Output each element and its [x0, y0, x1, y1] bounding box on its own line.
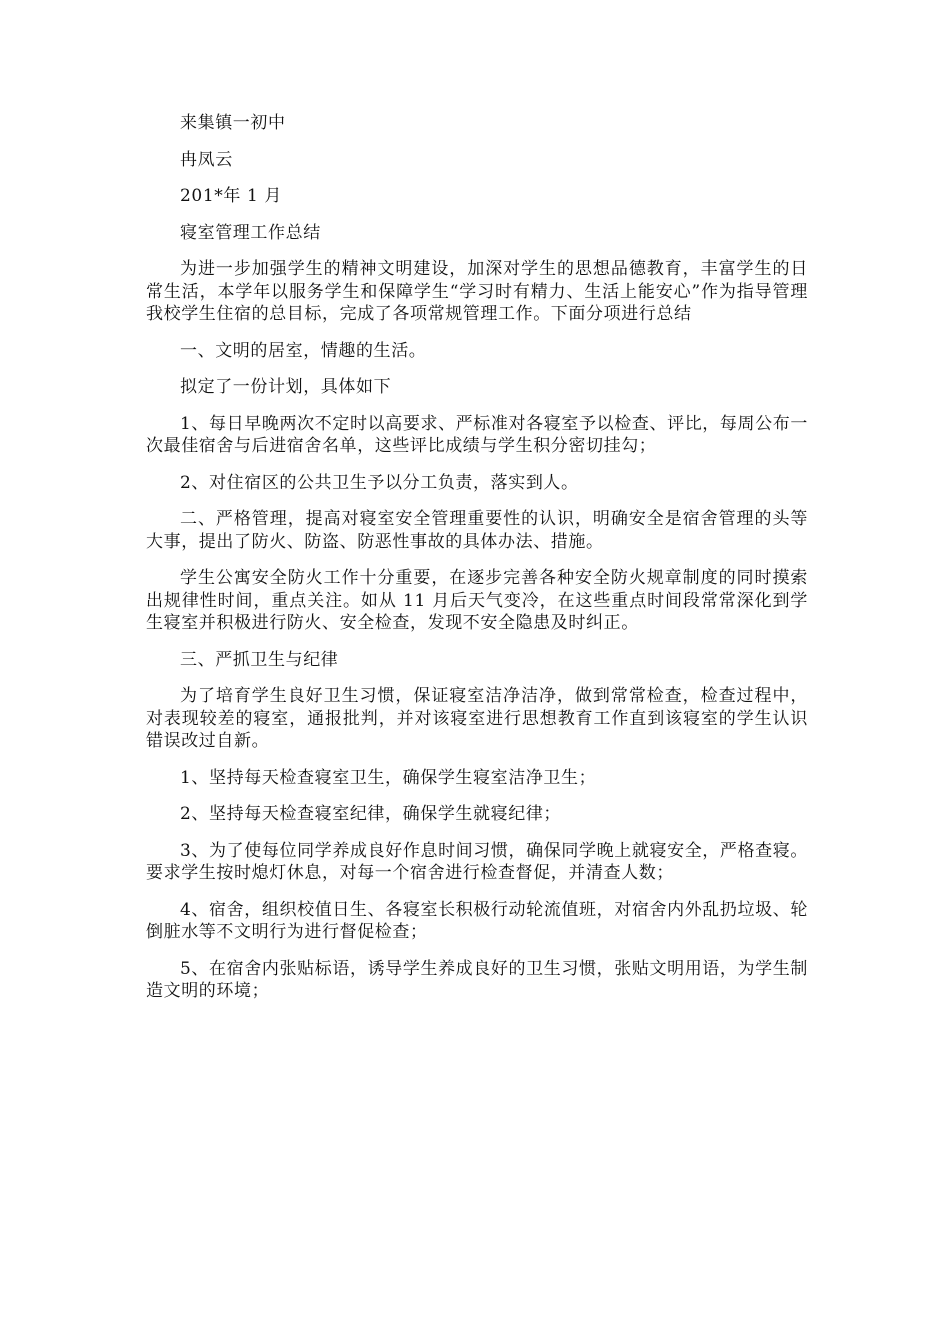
section-3-heading: 三、严抓卫生与纪律 — [180, 649, 339, 670]
document-title: 寝室管理工作总结 — [180, 222, 321, 243]
section-3-item-5: 5、在宿舍内张贴标语，诱导学生养成良好的卫生习惯，张贴文明用语，为学生制造文明的环境； — [146, 958, 808, 1001]
section-2-body: 学生公寓安全防火工作十分重要，在逐步完善各种安全防火规章制度的同时摸索出规律性时间，重点关注。如从 11 月后天气变冷，在这些重点时间段常常深化到学生寝室并积极进行防火、安全检查，发现不安全隐患及时纠正。 — [146, 568, 808, 633]
section-3-item-1: 1、坚持每天检查寝室卫生，确保学生寝室洁净卫生； — [180, 767, 597, 788]
document-date: 201*年 1 月 — [180, 186, 282, 206]
section-1-heading: 一、文明的居室，情趣的生活。 — [180, 340, 427, 361]
section-3-item-3: 3、为了使每位同学养成良好作息时间习惯，确保同学晚上就寝安全，严格查寝。要求学生按时熄灯休息，对每一个宿舍进行检查督促，并清查人数； — [146, 840, 808, 883]
section-2-heading: 二、严格管理，提高对寝室安全管理重要性的认识，明确安全是宿舍管理的头等大事，提出了防火、防盗、防恶性事故的具体办法、措施。 — [146, 509, 808, 552]
section-3-item-2: 2、坚持每天检查寝室纪律，确保学生就寝纪律； — [180, 804, 562, 824]
section-3-body: 为了培育学生良好卫生习惯，保证寝室洁净洁净，做到常常检查，检查过程中，对表现较差的寝室，通报批判，并对该寝室进行思想教育工作直到该寝室的学生认识错误改过自新。 — [146, 686, 808, 751]
section-1-plan: 拟定了一份计划，具体如下 — [180, 377, 392, 397]
author-name: 冉凤云 — [180, 149, 233, 170]
school-name: 来集镇一初中 — [180, 113, 286, 133]
section-1-item-2: 2、对住宿区的公共卫生予以分工负责，落实到人。 — [180, 472, 579, 493]
section-1-item-1: 1、每日早晚两次不定时以高要求、严标准对各寝室予以检查、评比，每周公布一次最佳宿舍与后进宿舍名单，这些评比成绩与学生积分密切挂勾； — [146, 413, 808, 456]
document-body — [146, 112, 808, 1017]
section-3-item-4: 4、宿舍，组织校值日生、各寝室长积极行动轮流值班，对宿舍内外乱扔垃圾、轮倒脏水等不文明行为进行督促检查； — [146, 899, 808, 942]
intro-paragraph: 为进一步加强学生的精神文明建设，加深对学生的思想品德教育，丰富学生的日常生活，本学年以服务学生和保障学生“学习时有精力、生活上能安心”作为指导管理我校学生住宿的总目标，完成了各项常规管理工作。下面分项进行总结 — [146, 259, 808, 324]
